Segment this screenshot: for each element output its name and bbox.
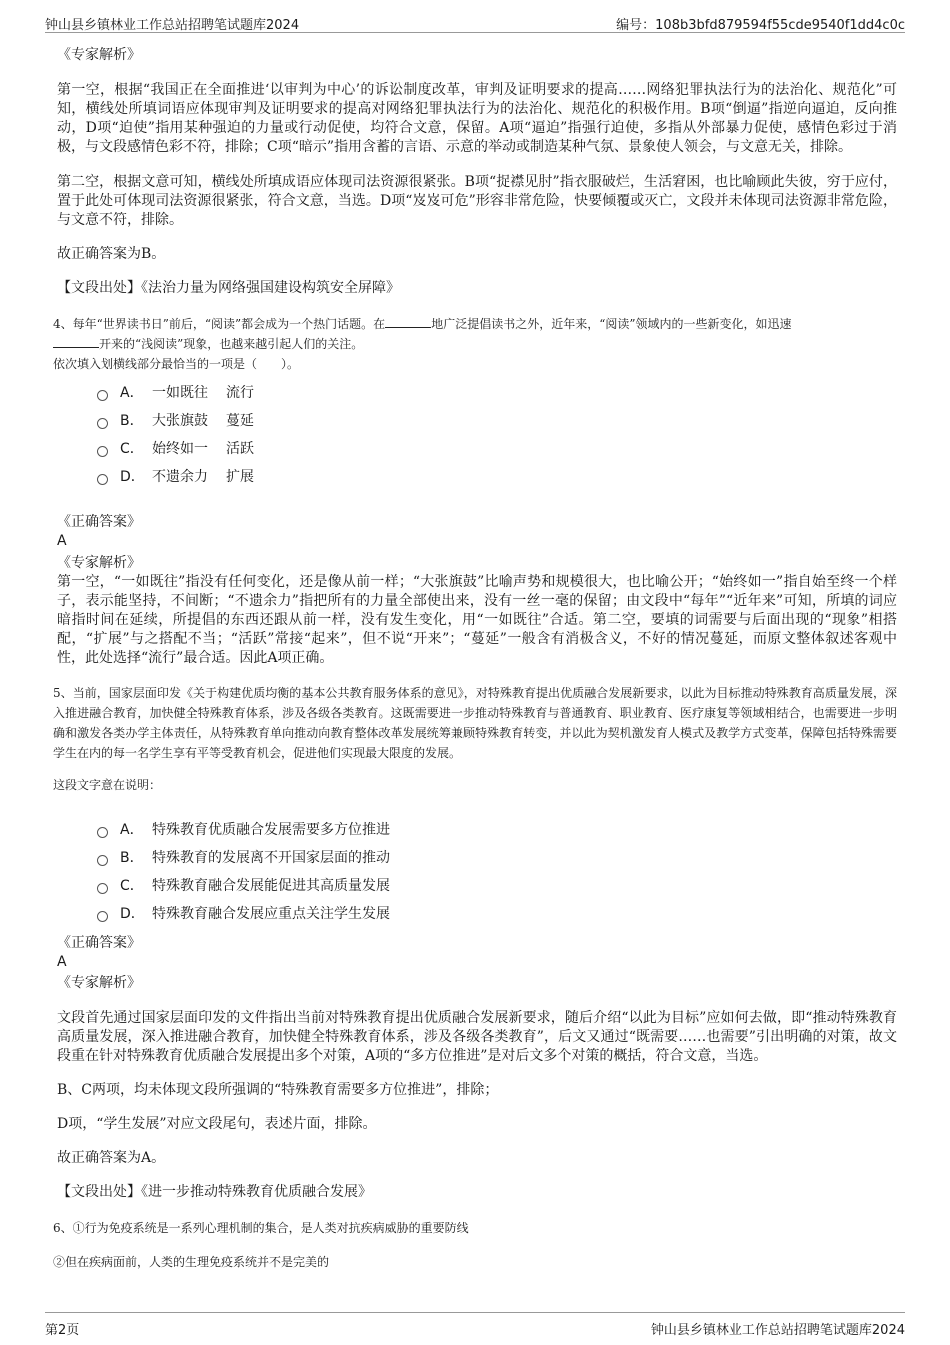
analysis-paragraph: B、C两项，均未体现文段所强调的“特殊教育需要多方位推进”，排除； bbox=[57, 1082, 499, 1098]
option-letter: A． bbox=[120, 822, 144, 838]
option-word: 流行 bbox=[226, 385, 254, 401]
answer-statement: 故正确答案为A。 bbox=[57, 1150, 166, 1166]
page-footer bbox=[45, 1312, 905, 1339]
question-stem-part: 开来的“浅阅读”现象，也越来越引起人们的关注。 bbox=[99, 337, 364, 351]
option-c[interactable] bbox=[57, 434, 897, 462]
options-list bbox=[57, 815, 897, 927]
option-word: 活跃 bbox=[226, 441, 254, 457]
page-number: 第2页 bbox=[45, 1323, 80, 1338]
page-header bbox=[45, 10, 905, 33]
option-letter: C． bbox=[120, 878, 144, 894]
analysis-label: 《专家解析》 bbox=[57, 47, 141, 63]
page-content bbox=[53, 45, 897, 1272]
source-line: 【文段出处】《法治力量为网络强国建设构筑安全屏障》 bbox=[57, 280, 400, 296]
option-text: 特殊教育融合发展应重点关注学生发展 bbox=[152, 906, 390, 922]
fill-blank bbox=[385, 314, 431, 328]
correct-answer-label: 《正确答案》 bbox=[57, 514, 141, 530]
option-b[interactable] bbox=[57, 406, 897, 434]
option-b[interactable] bbox=[57, 843, 897, 871]
question-stem-part: 4、每年“世界读书日”前后，“阅读”都会成为一个热门话题。在 bbox=[53, 317, 386, 331]
header-code: 编号：108b3bfd879594f55cde9540f1dd4c0c bbox=[616, 18, 905, 33]
analysis-label: 《专家解析》 bbox=[57, 555, 141, 571]
option-d[interactable] bbox=[57, 899, 897, 927]
radio-icon[interactable] bbox=[97, 883, 108, 894]
options-list bbox=[57, 378, 897, 490]
option-text: 特殊教育的发展离不开国家层面的推动 bbox=[152, 850, 390, 866]
question-stem bbox=[53, 314, 893, 354]
footer-title: 钟山县乡镇林业工作总站招聘笔试题库2024 bbox=[650, 1323, 905, 1338]
question-stem: 5、当前，国家层面印发《关于构建优质均衡的基本公共教育服务体系的意见》，对特殊教育提出优质融合发展新要求，以此为目标推动特殊教育高质量发展，深入推进融合教育，加快健全特殊教育体系，涉及各级各类教育。这既需要进一步推动特殊教育与普通教育、职业教育、医疗康复等领域相结合，也需要进一步明确和激发各类办学主体责任，从特殊教育单向推动向教育整体改革发展统筹兼顾特殊教育转变，并以此为契机激发育人模式及教学方式变革，保障包括特殊需要学生在内的每一名学生享有平等受教育机会，促进他们实现最大限度的发展。 bbox=[53, 686, 897, 760]
question-stem: 6、①行为免疫系统是一系列心理机制的集合，是人类对抗疾病威胁的重要防线 bbox=[53, 1221, 469, 1235]
radio-icon[interactable] bbox=[97, 418, 108, 429]
option-letter: A． bbox=[120, 385, 144, 401]
question-stem-part: 地广泛提倡读书之外，近年来，“阅读”领域内的一些新变化，如迅速 bbox=[431, 317, 792, 331]
fill-blank bbox=[53, 334, 99, 348]
option-letter: B． bbox=[120, 413, 144, 429]
question-prompt: 这段文字意在说明： bbox=[53, 778, 162, 792]
radio-icon[interactable] bbox=[97, 474, 108, 485]
analysis-paragraph: D项，“学生发展”对应文段尾句，表述片面，排除。 bbox=[57, 1116, 377, 1132]
option-word: 蔓延 bbox=[226, 413, 254, 429]
option-word: 一如既往 bbox=[152, 385, 208, 401]
correct-answer-label: 《正确答案》 bbox=[57, 935, 141, 951]
option-word: 始终如一 bbox=[152, 441, 208, 457]
option-d[interactable] bbox=[57, 462, 897, 490]
option-a[interactable] bbox=[57, 378, 897, 406]
option-letter: B． bbox=[120, 850, 144, 866]
question-stem: ②但在疾病面前，人类的生理免疫系统并不是完美的 bbox=[53, 1255, 330, 1269]
radio-icon[interactable] bbox=[97, 911, 108, 922]
radio-icon[interactable] bbox=[97, 446, 108, 457]
analysis-paragraph: 第一空，根据“我国正在全面推进‘以审判为中心’的诉讼制度改革，审判及证明要求的提高……网络犯罪执法行为的法治化、规范化”可知，横线处所填词语应体现审判及证明要求的提高对网络犯罪执法行为的法治化、规范化的积极作用。B项“倒逼”指逆向逼迫，反向推动，D项“迫使”指用某种强迫的力量或行动促使，均符合文意，保留。A项“逼迫”指强行迫使，多指从外部暴力促使，感情色彩过于消极，与文段感情色彩不符，排除；C项“暗示”指用含蓄的言语、示意的举动或制造某种气氛、景象使人领会，与文意无关，排除。 bbox=[57, 82, 897, 155]
source-line: 【文段出处】《进一步推动特殊教育优质融合发展》 bbox=[57, 1184, 372, 1200]
header-title: 钟山县乡镇林业工作总站招聘笔试题库2024 bbox=[45, 18, 300, 33]
option-text: 特殊教育优质融合发展需要多方位推进 bbox=[152, 822, 390, 838]
analysis-label: 《专家解析》 bbox=[57, 975, 141, 991]
option-letter: D． bbox=[120, 469, 145, 485]
radio-icon[interactable] bbox=[97, 827, 108, 838]
answer-statement: 故正确答案为B。 bbox=[57, 246, 166, 262]
option-c[interactable] bbox=[57, 871, 897, 899]
option-word: 扩展 bbox=[226, 469, 254, 485]
option-word: 不遗余力 bbox=[152, 469, 208, 485]
correct-answer: A bbox=[57, 954, 67, 970]
option-a[interactable] bbox=[57, 815, 897, 843]
analysis-paragraph: 文段首先通过国家层面印发的文件指出当前对特殊教育提出优质融合发展新要求，随后介绍“以此为目标”应如何去做，即“推动特殊教育高质量发展，深入推进融合教育，加快健全特殊教育体系，涉及各级各类教育”，后文又通过“既需要……也需要”引出明确的对策，故文段重在针对特殊教育优质融合发展提出多个对策，A项的“多方位推进”是对后文多个对策的概括，符合文意，当选。 bbox=[57, 1010, 897, 1064]
option-word: 大张旗鼓 bbox=[152, 413, 208, 429]
radio-icon[interactable] bbox=[97, 855, 108, 866]
radio-icon[interactable] bbox=[97, 390, 108, 401]
question-prompt: 依次填入划横线部分最恰当的一项是（ ）。 bbox=[53, 357, 300, 371]
option-letter: D． bbox=[120, 906, 145, 922]
option-letter: C． bbox=[120, 441, 144, 457]
option-text: 特殊教育融合发展能促进其高质量发展 bbox=[152, 878, 390, 894]
correct-answer: A bbox=[57, 533, 67, 549]
analysis-paragraph: 第二空，根据文意可知，横线处所填成语应体现司法资源很紧张。B项“捉襟见肘”指衣服破烂，生活窘困，也比喻顾此失彼，穷于应付，置于此处可体现司法资源很紧张，符合文意，当选。D项“岌岌可危”形容非常危险，快要倾覆或灭亡，文段并未体现司法资源非常危险，与文意不符，排除。 bbox=[57, 174, 897, 228]
analysis-paragraph: 第一空，“一如既往”指没有任何变化，还是像从前一样；“大张旗鼓”比喻声势和规模很大，也比喻公开；“始终如一”指自始至终一个样子，表示能坚持，不间断；“不遗余力”指把所有的力量全部使出来，没有一丝一毫的保留；由文段中“每年”“近年来”可知，所填的词应暗指时间在延续，所提倡的东西还跟从前一样，没有发生变化，用“一如既往”合适。第二空，要填的词需要与后面出现的“现象”相搭配，“扩展”与之搭配不当；“活跃”常接“起来”，但不说“开来”；“蔓延”一般含有消极含义，不好的情况蔓延，而原文整体叙述客观中性，此处选择“流行”最合适。因此A项正确。 bbox=[57, 574, 897, 666]
